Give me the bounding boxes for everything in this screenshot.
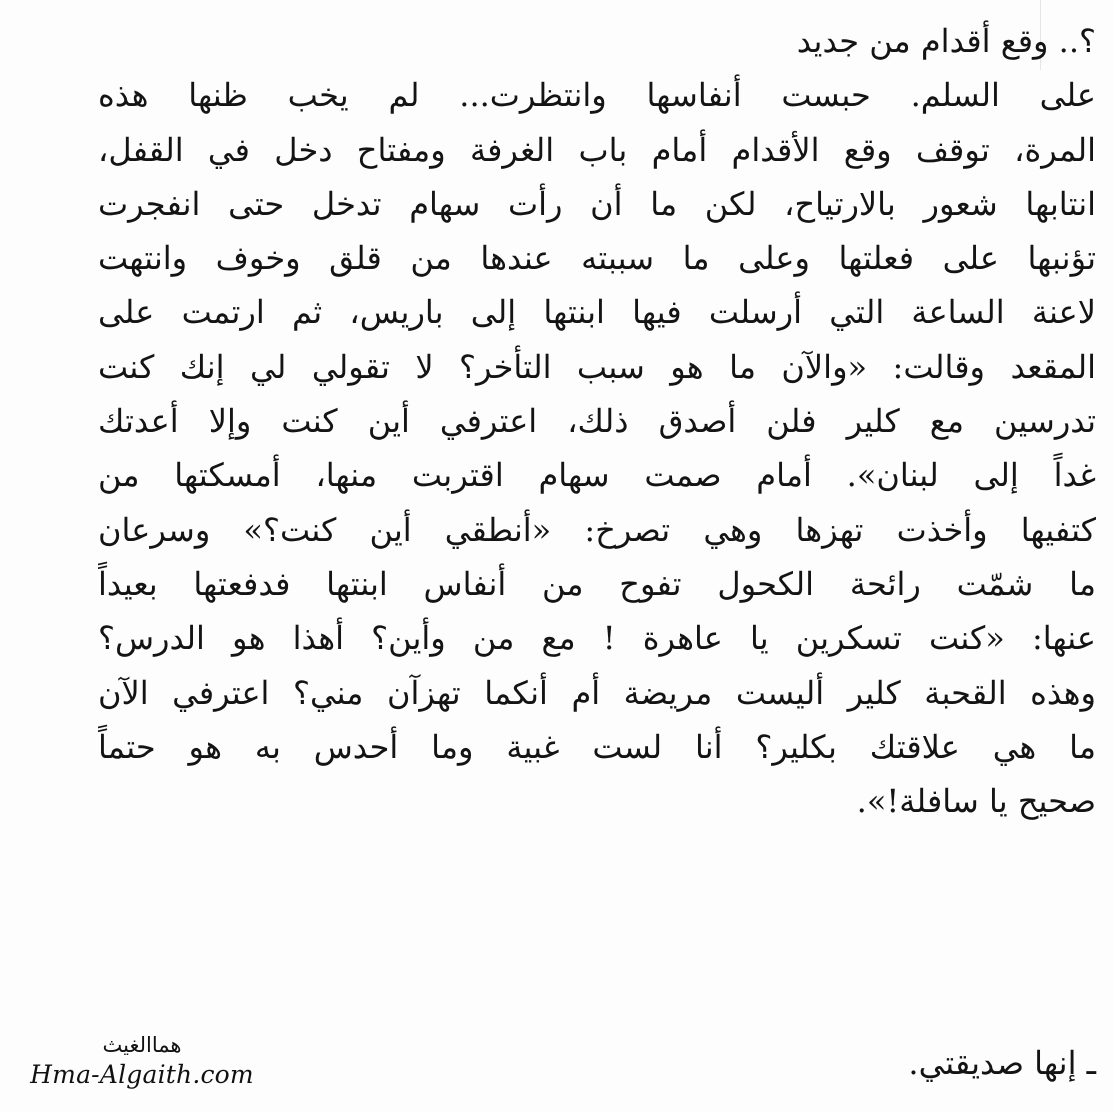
text-line: على السلم. حبست أنفاسها وانتظرت... لم يخب ظنها هذه [98,76,1096,115]
text-line: كتفيها وأخذت تهزها وهي تصرخ: «أنطقي أين كنت؟» وسرعان [98,510,1096,549]
body-paragraph [98,14,1096,828]
text-line: صحيح يا سافلة!». [856,782,1096,821]
text-line: المقعد وقالت: «والآن ما هو سبب التأخر؟ لا تقولي لي إنك كنت [98,347,1096,386]
text-line: عنها: «كنت تسكرين يا عاهرة ! مع من وأين؟ أهذا هو الدرس؟ [98,619,1096,658]
text-line: المرة، توقف وقع الأقدام أمام باب الغرفة ومفتاح دخل في القفل، [98,130,1096,169]
text-line: غداً إلى لبنان». أمام صمت سهام اقتربت منها، أمسكتها من [98,456,1096,495]
watermark-arabic: هماالغيث [102,1033,182,1057]
text-line: تؤنبها على فعلتها وعلى ما سببته عندها من قلق وخوف وانتهت [98,239,1096,278]
text-line: ؟.. وقع أقدام من جديد [796,22,1096,60]
text-line: لاعنة الساعة التي أرسلت فيها ابنتها إلى باريس، ثم ارتمت على [98,293,1096,332]
watermark-url: Hma-Algaith.com [30,1060,254,1089]
text-line: ما شمّت رائحة الكحول تفوح من أنفاس ابنتها فدفعتها بعيداً [98,564,1096,603]
text-line: ما هي علاقتك بكلير؟ أنا لست غبية وما أحدس به هو حتماً [98,727,1096,766]
dialogue-line: ـ إنها صديقتي. [908,1044,1096,1082]
text-line: تدرسين مع كلير فلن أصدق ذلك، اعترفي أين كنت وإلا أعدتك [98,402,1096,441]
text-line: انتابها شعور بالارتياح، لكن ما أن رأت سهام تدخل حتى انفجرت [98,184,1096,223]
watermark [22,1031,262,1091]
text-line: وهذه القحبة كلير أليست مريضة أم أنكما تهزآن مني؟ اعترفي الآن [98,673,1096,712]
